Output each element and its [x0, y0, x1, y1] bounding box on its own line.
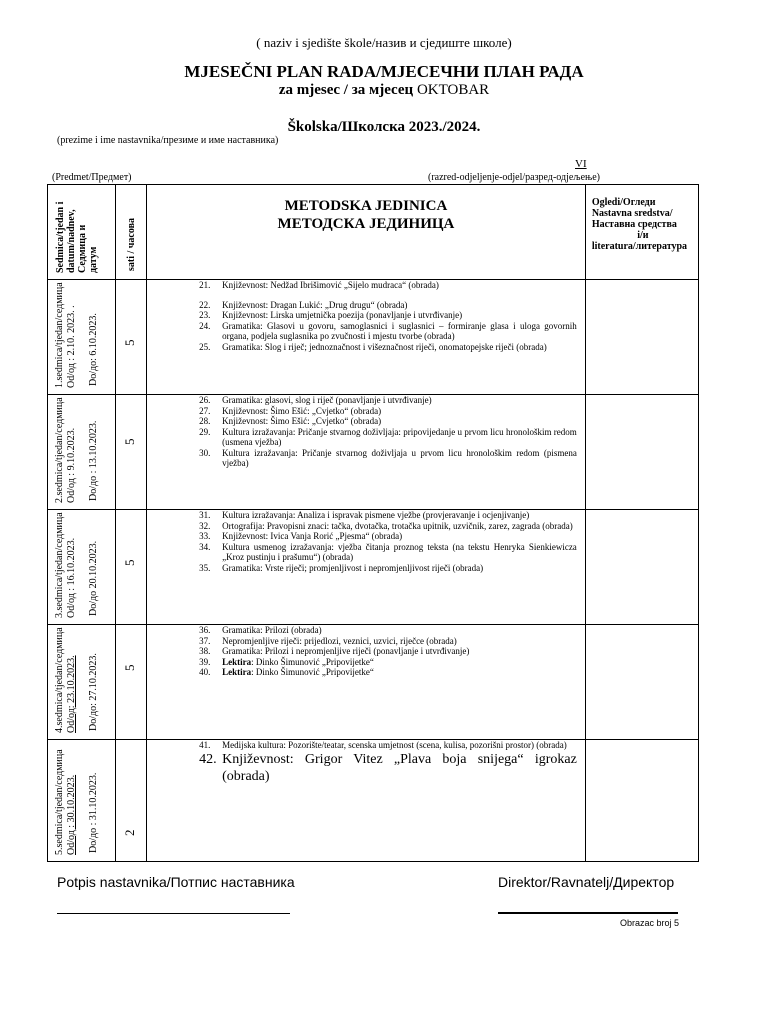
lesson-item: 38. Gramatika: Prilozi i nepromjenljive riječi (ponavljanje i utvrđivanje)	[199, 646, 470, 656]
lesson-item: 28. Književnost: Šimo Ešić: „Cvjetko“ (obrada)	[199, 416, 382, 426]
document-title: MJESEČNI PLAN RADA/МЈЕСЕЧНИ ПЛАН РАДА	[184, 62, 584, 81]
teacher-name-label: (prezime i ime nastavnika/презиме и име наставника)	[57, 135, 279, 146]
school-name-label: ( naziv i sjedište škole/назив и сједиште школе)	[256, 35, 512, 50]
lesson-item: 23. Književnost: Lirska umjetnička poezija (ponavljanje i utvrđivanje)	[199, 310, 463, 320]
week-dates: 1.sedmica/tjedan/седмица Od/од : 2.10. 2023. . Do/до: 6.10.2023.	[54, 282, 99, 388]
week-row	[48, 280, 699, 395]
week-hours: 5	[122, 559, 138, 566]
resources-header: Ogledi/Огледи Nastavna sredstva/ Наставна средства i/и literatura/литература	[585, 185, 698, 280]
lesson-item: 21. Književnost: Nedžad Ibrišimović „Sijelo mudraca“ (obrada)	[199, 280, 439, 290]
week-row	[48, 740, 699, 862]
week-row	[48, 625, 699, 740]
resources-cell	[585, 280, 698, 395]
month-label: za mjesec / за мјесец	[278, 82, 414, 98]
month-value: OKTOBAR	[416, 82, 490, 98]
lesson-item: 32. Ortografija: Pravopisni znaci: tačka, dvotačka, trotačka upitnik, uzvičnik, zarez, zagrada (obrada)	[199, 520, 573, 531]
lesson-item: 22. Književnost: Dragan Lukić: „Drug drugu“ (obrada)	[199, 299, 408, 310]
lesson-list	[147, 740, 585, 785]
week-date-header-text: Sedmica/tjedan i datum/nadnev, Седмица и датум	[55, 201, 99, 273]
lesson-item: 25. Gramatika: Slog i riječ; jednoznačnost i višeznačnost riječi, onomatopejske riječi (obrada)	[199, 341, 547, 352]
lesson-item: 39. Lektira: Dinko Šimunović „Pripovijetke“	[199, 656, 374, 667]
hours-header: sati / часова	[116, 185, 147, 280]
lesson-item: 40. Lektira: Dinko Šimunović „Pripovijetke“	[199, 667, 374, 677]
director-signature-line	[498, 912, 678, 914]
lesson-list	[147, 395, 585, 469]
resources-cell	[585, 740, 698, 862]
lesson-item: 36. Gramatika: Prilozi (obrada)	[199, 625, 322, 635]
lesson-item: 30. Kultura izražavanja: Pričanje stvarnog doživljaja u prvom licu hronološkim redom (pismena vježba)	[199, 447, 577, 468]
week-dates: 3.sedmica/tjedan/седмица Od/од : 16.10.2023. Do/до 20.10.2023.	[54, 512, 99, 618]
week-row	[48, 395, 699, 510]
lesson-item: 33. Književnost: Ivica Vanja Rorić „Pjesma“ (obrada)	[199, 531, 403, 541]
week-date-header	[48, 185, 116, 280]
lesson-item: 24. Gramatika: Glasovi u govoru, samoglasnici i suglasnici – formiranje glasa i uloga govornih organa, podjela suglasnika po zvučnosti i mjestu tvorbe (obrada)	[199, 320, 577, 341]
lesson-item: 41. Medijska kultura: Pozorište/teatar, scenska umjetnost (scena, kulisa, pozorišni prostor) (obrada)	[199, 740, 567, 750]
lesson-item: 27. Književnost: Šimo Ešić: „Cvjetko“ (obrada)	[199, 405, 382, 416]
school-year: Školska/Школска 2023./2024.	[287, 119, 481, 135]
lesson-item: 35. Gramatika: Vrste riječi; promjenljivost i nepromjenljivost riječi (obrada)	[199, 562, 484, 573]
week-dates: 2.sedmica/tjedan/седмица Od/од : 9.10.2023. Do/до : 13.10.2023.	[54, 397, 99, 503]
resources-cell	[585, 395, 698, 510]
teacher-signature-label: Potpis nastavnika/Потпис наставника	[57, 874, 295, 890]
lesson-item: 34. Kultura usmenog izražavanja: vježba čitanja proznog teksta (na tekstu Henryka Sienkiewicza „Kroz pustinju i prašumu“) (obrada)	[199, 541, 577, 562]
lesson-list	[147, 510, 585, 573]
resources-cell	[585, 510, 698, 625]
method-unit-header: METODSKA JEDINICA МЕТОДСКА ЈЕДИНИЦА	[147, 185, 586, 280]
week-dates: 5.sedmica/tjedan/седмица Od/од : 30.10.2023. Do/до : 31.10.2023.	[54, 749, 99, 855]
week-row	[48, 510, 699, 625]
week-hours: 2	[122, 829, 138, 836]
director-signature-label: Direktor/Ravnatelj/Директор	[498, 874, 675, 890]
teacher-signature-line	[57, 913, 290, 914]
monthly-plan-table	[47, 184, 699, 862]
resources-cell	[585, 625, 698, 740]
lesson-item: 42. Književnost: Grigor Vitez „Plava boja snijega“ igrokaz (obrada)	[199, 751, 577, 784]
week-hours: 5	[122, 664, 138, 671]
table-header-row	[48, 185, 699, 280]
month-line	[0, 82, 768, 99]
lesson-item: 26. Gramatika: glasovi, slog i riječ (ponavljanje i utvrđivanje)	[199, 395, 432, 405]
lesson-item: 37. Nepromjenljive riječi: prijedlozi, veznici, uzvici, riječce (obrada)	[199, 635, 457, 646]
lesson-list	[147, 280, 585, 352]
lesson-item: 29. Kultura izražavanja: Pričanje stvarnog doživljaja: pripovijedanje u prvom licu hronološkim redom (usmena vježba)	[199, 426, 577, 447]
lesson-item: 31. Kultura izražavanja: Analiza i ispravak pismene vježbe (provjeravanje i ocjenjivanje)	[199, 510, 530, 520]
lesson-list	[147, 625, 585, 678]
week-dates: 4.sedmica/tjedan/седмица Od/од: 23.10.2023. Do/до: 27.10.2023.	[54, 627, 99, 733]
week-hours: 5	[122, 438, 138, 445]
week-hours: 5	[122, 339, 138, 346]
class-label: (razred-odjeljenje-odjel/разред-одјељење)	[428, 172, 601, 183]
subject-label: (Predmet/Предмет)	[52, 172, 132, 183]
class-value: VI	[575, 158, 587, 170]
form-number: Obrazac broj 5	[620, 918, 680, 928]
